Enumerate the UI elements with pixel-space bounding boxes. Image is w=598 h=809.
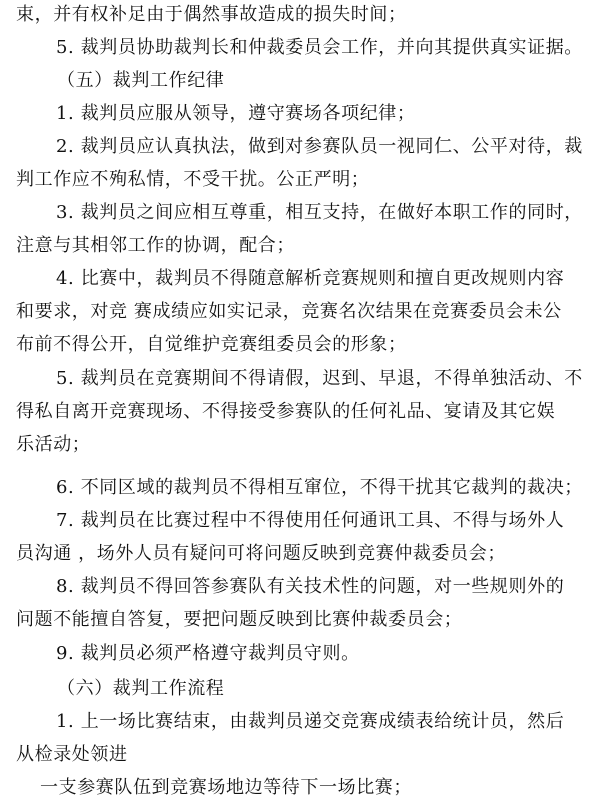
paragraph-line-continuation: 束，并有权补足由于偶然事故造成的损失时间；	[16, 4, 407, 25]
discipline-item-9: 9. 裁判员必须严格遵守裁判员守则。	[56, 643, 360, 664]
section-heading-6: （六）裁判工作流程	[57, 678, 225, 699]
discipline-item-8: 8. 裁判员不得回答参赛队有关技术性的问题，对一些规则外的	[56, 576, 565, 597]
workflow-item-1-cont-2: 一支参赛队伍到竞赛场地边等待下一场比赛；	[40, 777, 412, 798]
discipline-item-2: 2. 裁判员应认真执法，做到对参赛队员一视同仁、公平对待，裁	[56, 136, 583, 157]
discipline-item-4-cont-2: 布前不得公开，自觉维护竞赛组委员会的形象；	[16, 334, 407, 355]
discipline-item-8-cont: 问题不能擅自答复，要把问题反映到比赛仲裁委员会；	[16, 609, 463, 630]
discipline-item-7: 7. 裁判员在比赛过程中不得使用任何通讯工具、不得与场外人	[56, 510, 565, 531]
discipline-item-5-cont-2: 乐活动；	[16, 434, 91, 455]
rule-item-5: 5. 裁判员协助裁判长和仲裁委员会工作，并向其提供真实证据。	[56, 37, 583, 58]
workflow-item-1-cont-1: 从检录处领进	[16, 744, 128, 765]
discipline-item-2-cont: 判工作应不殉私情，不受干扰。公正严明；	[16, 169, 370, 190]
section-heading-5: （五）裁判工作纪律	[57, 70, 225, 91]
discipline-item-6: 6. 不同区域的裁判员不得相互窜位，不得干扰其它裁判的裁决；	[56, 477, 583, 498]
discipline-item-3: 3. 裁判员之间应相互尊重，相互支持，在做好本职工作的同时，	[56, 202, 583, 223]
workflow-item-1: 1. 上一场比赛结束，由裁判员递交竞赛成绩表给统计员，然后	[56, 711, 565, 732]
discipline-item-7-cont: 员沟通 ，场外人员有疑问可将问题反映到竞赛仲裁委员会；	[16, 543, 506, 564]
discipline-item-1: 1. 裁判员应服从领导，遵守赛场各项纪律；	[56, 103, 416, 124]
discipline-item-5: 5. 裁判员在竞赛期间不得请假，迟到、早退，不得单独活动、不	[56, 368, 583, 389]
discipline-item-4-cont-1: 和要求，对竞 赛成绩应如实记录，竞赛名次结果在竞赛委员会未公	[16, 301, 562, 322]
discipline-item-3-cont: 注意与其相邻工作的协调，配合；	[16, 235, 295, 256]
discipline-item-4: 4. 比赛中，裁判员不得随意解析竞赛规则和擅自更改规则内容	[56, 268, 565, 289]
discipline-item-5-cont-1: 得私自离开竞赛现场、不得接受参赛队的任何礼品、宴请及其它娱	[16, 401, 556, 422]
